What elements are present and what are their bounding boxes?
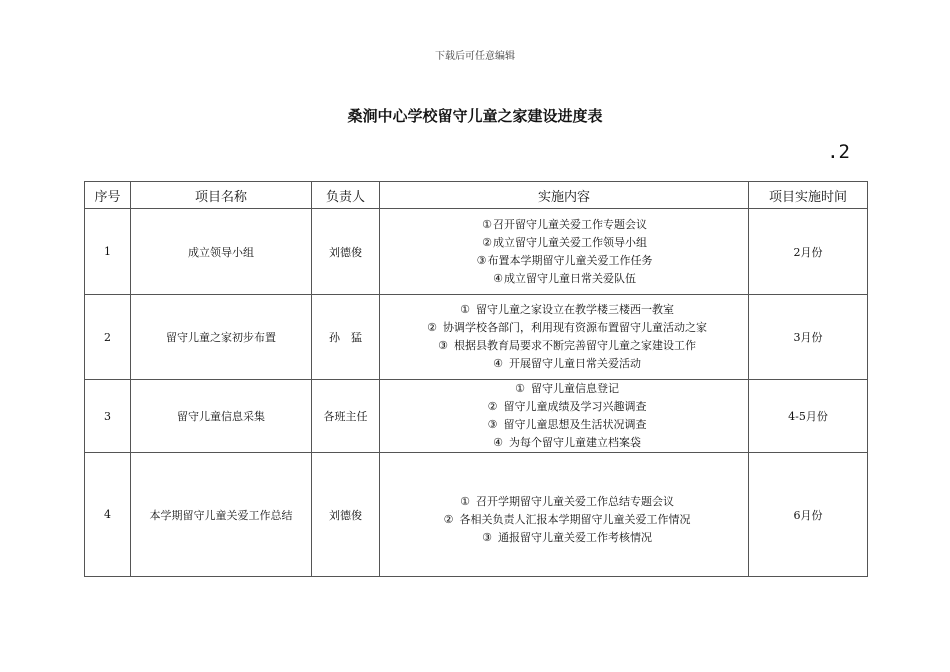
- table-row: [85, 295, 868, 380]
- cell-content: [380, 295, 749, 380]
- content-item: [380, 252, 748, 270]
- item-text: 各相关负责人汇报本学期留守儿童关爱工作情况: [459, 512, 691, 526]
- cell-owner: 孙 猛: [312, 295, 380, 380]
- cell-name: 留守儿童信息采集: [131, 380, 312, 453]
- header-content: 实施内容: [380, 182, 749, 209]
- cell-time: 2月份: [749, 209, 868, 295]
- cell-no: 2: [85, 295, 131, 380]
- item-text: 为每个留守儿童建立档案袋: [509, 436, 641, 449]
- item-number: ②: [443, 512, 454, 526]
- cell-no: 4: [85, 453, 131, 577]
- item-number: ③: [476, 253, 487, 267]
- cell-name: 本学期留守儿童关爱工作总结: [131, 453, 312, 577]
- header-no: 序号: [85, 182, 131, 209]
- content-item: [380, 511, 748, 529]
- item-text: 留守儿童思想及生活状况调查: [503, 418, 647, 431]
- content-item: [380, 301, 748, 319]
- item-text: 布置本学期留守儿童关爱工作任务: [487, 253, 653, 267]
- content-item: [380, 416, 748, 434]
- cell-content: [380, 380, 749, 453]
- cell-time: 4-5月份: [749, 380, 868, 453]
- content-item: [380, 270, 748, 288]
- item-text: 召开留守儿童关爱工作专题会议: [493, 217, 647, 231]
- cell-time: 6月份: [749, 453, 868, 577]
- content-item: [380, 234, 748, 252]
- content-item: [380, 529, 748, 547]
- table-row: [85, 453, 868, 577]
- document-title: 桑涧中心学校留守儿童之家建设进度表: [347, 107, 603, 125]
- header-owner: 负责人: [312, 182, 380, 209]
- progress-table: [84, 181, 868, 577]
- item-text: 留守儿童之家设立在教学楼三楼西一教室: [476, 303, 674, 316]
- table-header-row: [85, 182, 868, 209]
- item-number: ④: [493, 436, 503, 449]
- item-number: ②: [487, 400, 498, 413]
- item-text: 开展留守儿童日常关爱活动: [509, 357, 641, 370]
- content-item: [380, 355, 748, 373]
- cell-name: 留守儿童之家初步布置: [131, 295, 312, 380]
- cell-time: 3月份: [749, 295, 868, 380]
- content-item: [380, 216, 748, 234]
- content-item: [380, 337, 748, 355]
- content-item: [380, 434, 748, 452]
- document-title-suffix: .2: [827, 141, 850, 163]
- item-number: ②: [427, 321, 437, 334]
- item-number: ④: [493, 357, 503, 370]
- item-number: ③: [438, 339, 448, 352]
- item-text: 留守儿童信息登记: [531, 382, 619, 395]
- item-text: 协调学校各部门，利用现有资源布置留守儿童活动之家: [443, 321, 707, 334]
- item-number: ①: [460, 494, 470, 508]
- cell-owner: 刘德俊: [312, 209, 380, 295]
- item-number: ③: [482, 530, 492, 544]
- item-number: ①: [482, 217, 492, 231]
- cell-content: [380, 453, 749, 577]
- cell-name: 成立领导小组: [131, 209, 312, 295]
- item-text: 根据县教育局要求不断完善留守儿童之家建设工作: [454, 339, 696, 352]
- item-number: ①: [515, 382, 525, 395]
- item-number: ②: [482, 235, 492, 249]
- header-time: 项目实施时间: [749, 182, 868, 209]
- cell-no: 1: [85, 209, 131, 295]
- cell-owner: 刘德俊: [312, 453, 380, 577]
- header-name: 项目名称: [131, 182, 312, 209]
- header-note: 下载后可任意编辑: [435, 51, 515, 62]
- content-item: [380, 380, 748, 398]
- cell-content: [380, 209, 749, 295]
- item-text: 成立留守儿童关爱工作领导小组: [493, 235, 647, 249]
- content-item: [380, 319, 748, 337]
- table-row: [85, 380, 868, 453]
- item-text: 成立留守儿童日常关爱队伍: [504, 271, 636, 285]
- item-text: 通报留守儿童关爱工作考核情况: [498, 530, 652, 544]
- cell-no: 3: [85, 380, 131, 453]
- item-text: 召开学期留守儿童关爱工作总结专题会议: [476, 494, 674, 508]
- content-item: [380, 398, 748, 416]
- item-number: ③: [487, 418, 498, 431]
- item-number: ④: [493, 271, 503, 285]
- item-number: ①: [460, 303, 470, 316]
- item-text: 留守儿童成绩及学习兴趣调查: [503, 400, 647, 413]
- content-item: [380, 493, 748, 511]
- table-row: [85, 209, 868, 295]
- cell-owner: 各班主任: [312, 380, 380, 453]
